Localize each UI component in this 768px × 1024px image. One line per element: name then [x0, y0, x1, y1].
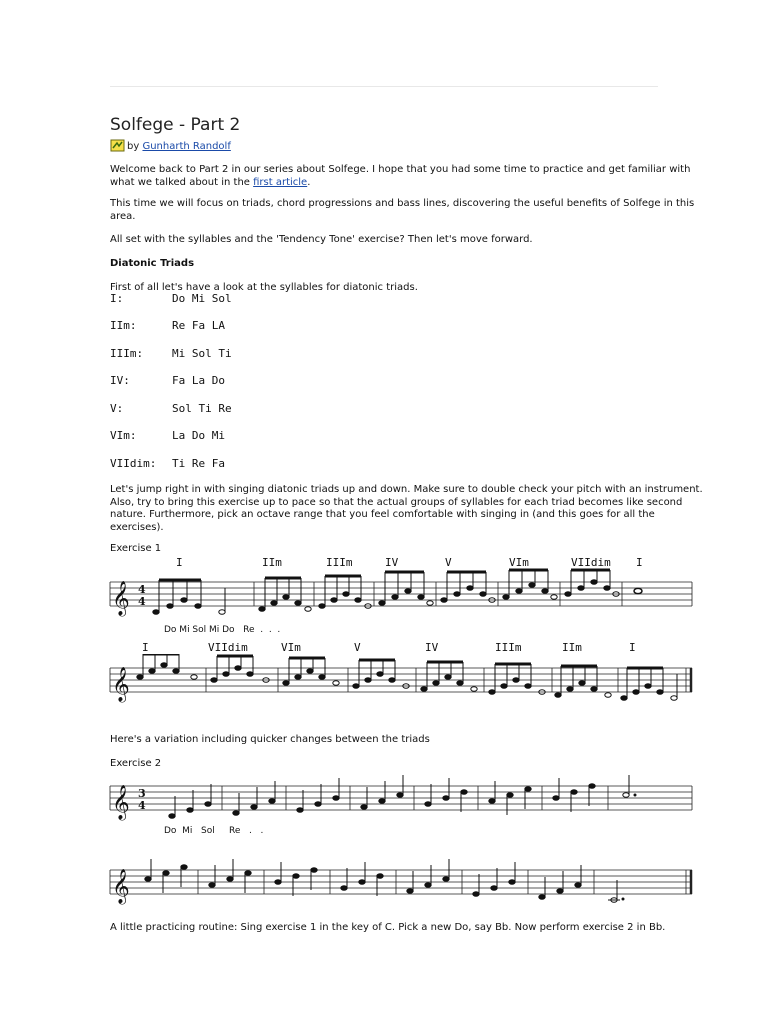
chord-label: IV	[425, 641, 439, 654]
exercise1-label: Exercise 1	[110, 543, 162, 554]
treble-clef-icon: 𝄞	[112, 581, 130, 616]
svg-text:4: 4	[138, 799, 146, 812]
triad-syllables: La Do Mi	[172, 429, 225, 442]
triad-row	[110, 374, 225, 387]
triad-roman: VIIdim:	[110, 457, 157, 470]
triad-roman: IIm:	[110, 319, 137, 332]
triad-row	[110, 319, 225, 332]
chord-label: IIIm	[495, 641, 522, 654]
chord-label: IIIm	[326, 556, 353, 569]
byline	[110, 139, 231, 153]
chord-label: IIm	[262, 556, 282, 569]
triad-row	[110, 429, 225, 442]
svg-text:4: 4	[138, 595, 146, 608]
intro-end: .	[307, 176, 311, 188]
svg-text:3: 3	[138, 787, 146, 800]
triad-row	[110, 402, 232, 415]
exercise2-staff-1	[108, 772, 696, 824]
chord-label: IV	[385, 556, 399, 569]
chord-label: IIm	[562, 641, 582, 654]
svg-text:4: 4	[138, 583, 146, 596]
triad-roman: VIm:	[110, 429, 137, 442]
exercise1-staff-1	[108, 568, 696, 624]
paragraph-instructions: Let's jump right in with singing diatonic triads up and down. Make sure to double check your pitch with an instrument. Also, try to bring this exercise up to pace so that the actual groups of syllables for each triad becomes like second nature. Furthermore, pick an octave range that you feel comfortable with singing in (and this goes for all the exercises).	[110, 484, 703, 533]
triad-syllables: Sol Ti Re	[172, 402, 232, 415]
triad-syllables: Mi Sol Ti	[172, 347, 232, 360]
section-heading: Diatonic Triads	[110, 258, 195, 269]
triad-row	[110, 457, 225, 470]
exercise1-staff-2	[108, 654, 696, 710]
triad-roman: V:	[110, 402, 124, 415]
exercise2-label: Exercise 2	[110, 758, 162, 769]
exercise1-syllables: Do Mi Sol Mi Do Re . . .	[164, 625, 281, 635]
byline-by: by	[127, 140, 140, 152]
divider	[110, 86, 658, 87]
chord-label: I	[636, 556, 643, 569]
chord-label: VIm	[509, 556, 529, 569]
chord-label: V	[445, 556, 452, 569]
chord-label: VIIdim	[571, 556, 611, 569]
treble-clef-icon: 𝄞	[112, 785, 130, 820]
paragraph-routine: A little practicing routine: Sing exercise 1 in the key of C. Pick a new Do, say Bb. Now perform exercise 2 in Bb.	[110, 922, 666, 933]
paragraph-focus: This time we will focus on triads, chord progressions and bass lines, discovering the useful benefits of Solfege in this area.	[110, 198, 695, 222]
first-article-link[interactable]: first article	[253, 176, 308, 188]
chord-label: V	[354, 641, 361, 654]
triad-syllables: Re Fa LA	[172, 319, 225, 332]
triad-syllables: Fa La Do	[172, 374, 225, 387]
author-icon	[110, 139, 126, 153]
page-title: Solfege - Part 2	[110, 115, 241, 135]
triad-row	[110, 347, 232, 360]
paragraph-variation: Here's a variation including quicker changes between the triads	[110, 734, 430, 745]
triad-roman: IIIm:	[110, 347, 144, 360]
intro-paragraph	[110, 164, 710, 189]
paragraph-move-forward: All set with the syllables and the 'Tendency Tone' exercise? Then let's move forward.	[110, 234, 533, 245]
treble-clef-icon: 𝄞	[112, 869, 130, 904]
triad-syllables: Ti Re Fa	[172, 457, 225, 470]
exercise2-staff-2	[108, 856, 696, 908]
chord-label: VIIdim	[208, 641, 248, 654]
paragraph-syllables-intro: First of all let's have a look at the syllables for diatonic triads.	[110, 282, 418, 293]
treble-clef-icon: 𝄞	[112, 667, 130, 702]
triad-roman: I:	[110, 292, 124, 305]
triad-syllables: Do Mi Sol	[172, 292, 232, 305]
chord-label: VIm	[281, 641, 301, 654]
exercise2-syllables: Do Mi Sol Re . .	[164, 826, 264, 836]
chord-label: I	[142, 641, 149, 654]
chord-label: I	[629, 641, 636, 654]
intro-text: Welcome back to Part 2 in our series about Solfege. I hope that you had some time to practice and get familiar with what we talked about in the	[110, 164, 691, 188]
triad-row	[110, 292, 232, 305]
triad-roman: IV:	[110, 374, 130, 387]
chord-label: I	[176, 556, 183, 569]
author-link[interactable]: Gunharth Randolf	[142, 140, 231, 152]
